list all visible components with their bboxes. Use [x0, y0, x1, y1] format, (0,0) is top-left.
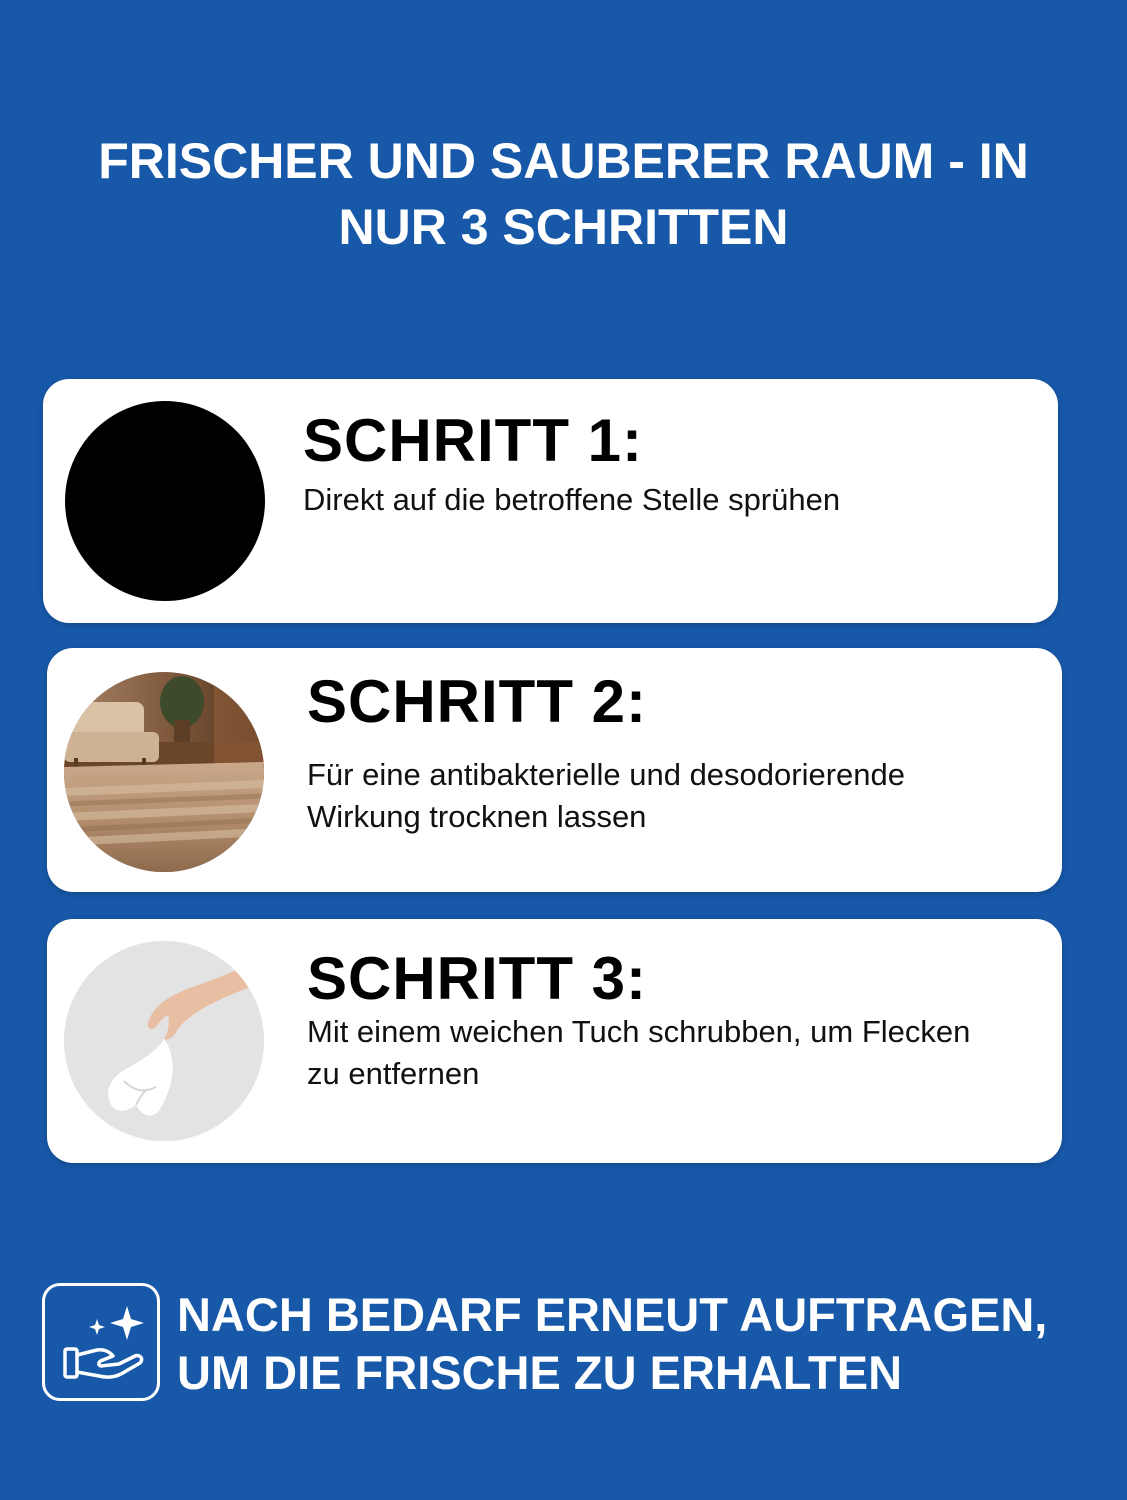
- step-card-1: [43, 379, 1058, 623]
- hand-with-cloth-illustration: [64, 941, 264, 1141]
- step-card-3: [47, 919, 1062, 1163]
- step-3-cloth-image: [64, 941, 264, 1141]
- step-1-image: [65, 401, 265, 601]
- footer-text: NACH BEDARF ERNEUT AUFTRAGEN, UM DIE FRISCHE ZU ERHALTEN: [177, 1288, 1048, 1399]
- step-1-title: SCHRITT 1:: [303, 407, 643, 474]
- step-3-description: Mit einem weichen Tuch schrubben, um Flecken zu entfernen: [307, 1014, 971, 1091]
- step-3-title: SCHRITT 3:: [307, 945, 647, 1012]
- step-2-carpet-image: [64, 672, 264, 872]
- page-headline: FRISCHER UND SAUBERER RAUM - IN NUR 3 SCHRITTEN: [98, 133, 1029, 255]
- step-2-title: SCHRITT 2:: [307, 668, 647, 735]
- sparkle-hand-icon: [42, 1283, 160, 1401]
- carpet-room-illustration: [64, 672, 264, 872]
- step-1-description: Direkt auf die betroffene Stelle sprühen: [303, 482, 841, 517]
- step-card-2: [47, 648, 1062, 892]
- step-2-description: Für eine antibakterielle und desodorierende Wirkung trocknen lassen: [307, 757, 906, 834]
- sparkle-hand-icon-graphic: [45, 1286, 157, 1398]
